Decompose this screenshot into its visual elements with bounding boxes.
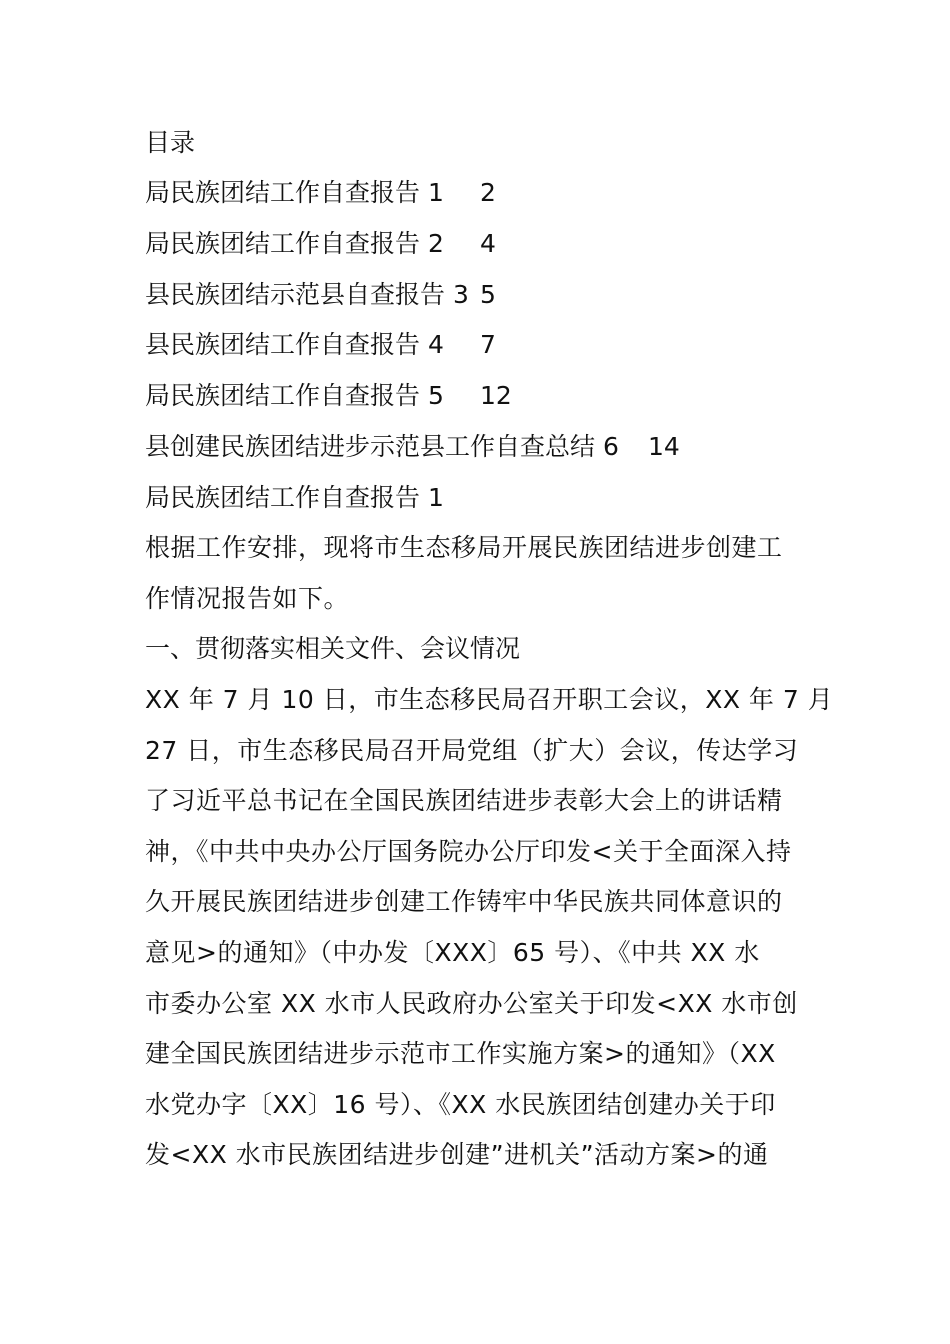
paragraph-line: 久开展民族团结进步创建工作铸牢中华民族共同体意识的 — [145, 887, 783, 916]
toc-entry-label[interactable]: 县民族团结示范县自查报告 3 — [145, 280, 469, 309]
toc-entry-label[interactable]: 局民族团结工作自查报告 1 — [145, 178, 444, 207]
report-heading: 局民族团结工作自查报告 1 — [145, 483, 444, 512]
paragraph-line: 27 日，市生态移民局召开局党组（扩大）会议，传达学习 — [145, 736, 799, 765]
section-title: 一、贯彻落实相关文件、会议情况 — [145, 634, 521, 663]
paragraph-line: 意见>的通知》（中办发〔XXX〕65 号）、《中共 XX 水 — [145, 938, 760, 967]
paragraph-line: 神，《中共中央办公厅国务院办公厅印发<关于全面深入持 — [145, 837, 792, 866]
paragraph-line: 水党办字〔XX〕16 号）、《XX 水民族团结创建办关于印 — [145, 1090, 776, 1119]
paragraph-line: XX 年 7 月 10 日，市生态移民局召开职工会议，XX 年 7 月 — [145, 685, 834, 714]
toc-title: 目录 — [145, 128, 196, 157]
toc-entry-label[interactable]: 局民族团结工作自查报告 5 — [145, 381, 444, 410]
toc-entry-page[interactable]: 14 — [648, 432, 680, 461]
paragraph-line: 了习近平总书记在全国民族团结进步表彰大会上的讲话精 — [145, 786, 783, 815]
paragraph-line: 发<XX 水市民族团结进步创建”进机关”活动方案>的通 — [145, 1140, 769, 1169]
toc-entry-label[interactable]: 局民族团结工作自查报告 2 — [145, 229, 444, 258]
toc-entry-page[interactable]: 12 — [480, 381, 512, 410]
toc-entry-page[interactable]: 4 — [480, 229, 496, 258]
paragraph-line: 根据工作安排，现将市生态移局开展民族团结进步创建工 — [145, 533, 783, 562]
paragraph-line: 市委办公室 XX 水市人民政府办公室关于印发<XX 水市创 — [145, 989, 798, 1018]
paragraph-line: 建全国民族团结进步示范市工作实施方案>的通知》（XX — [145, 1039, 776, 1068]
toc-entry-page[interactable]: 2 — [480, 178, 496, 207]
toc-entry-label[interactable]: 县民族团结工作自查报告 4 — [145, 330, 444, 359]
toc-entry-page[interactable]: 7 — [480, 330, 496, 359]
paragraph-line: 作情况报告如下。 — [145, 584, 350, 613]
toc-entry-label[interactable]: 县创建民族团结进步示范县工作自查总结 6 — [145, 432, 619, 461]
toc-entry-page[interactable]: 5 — [480, 280, 496, 309]
